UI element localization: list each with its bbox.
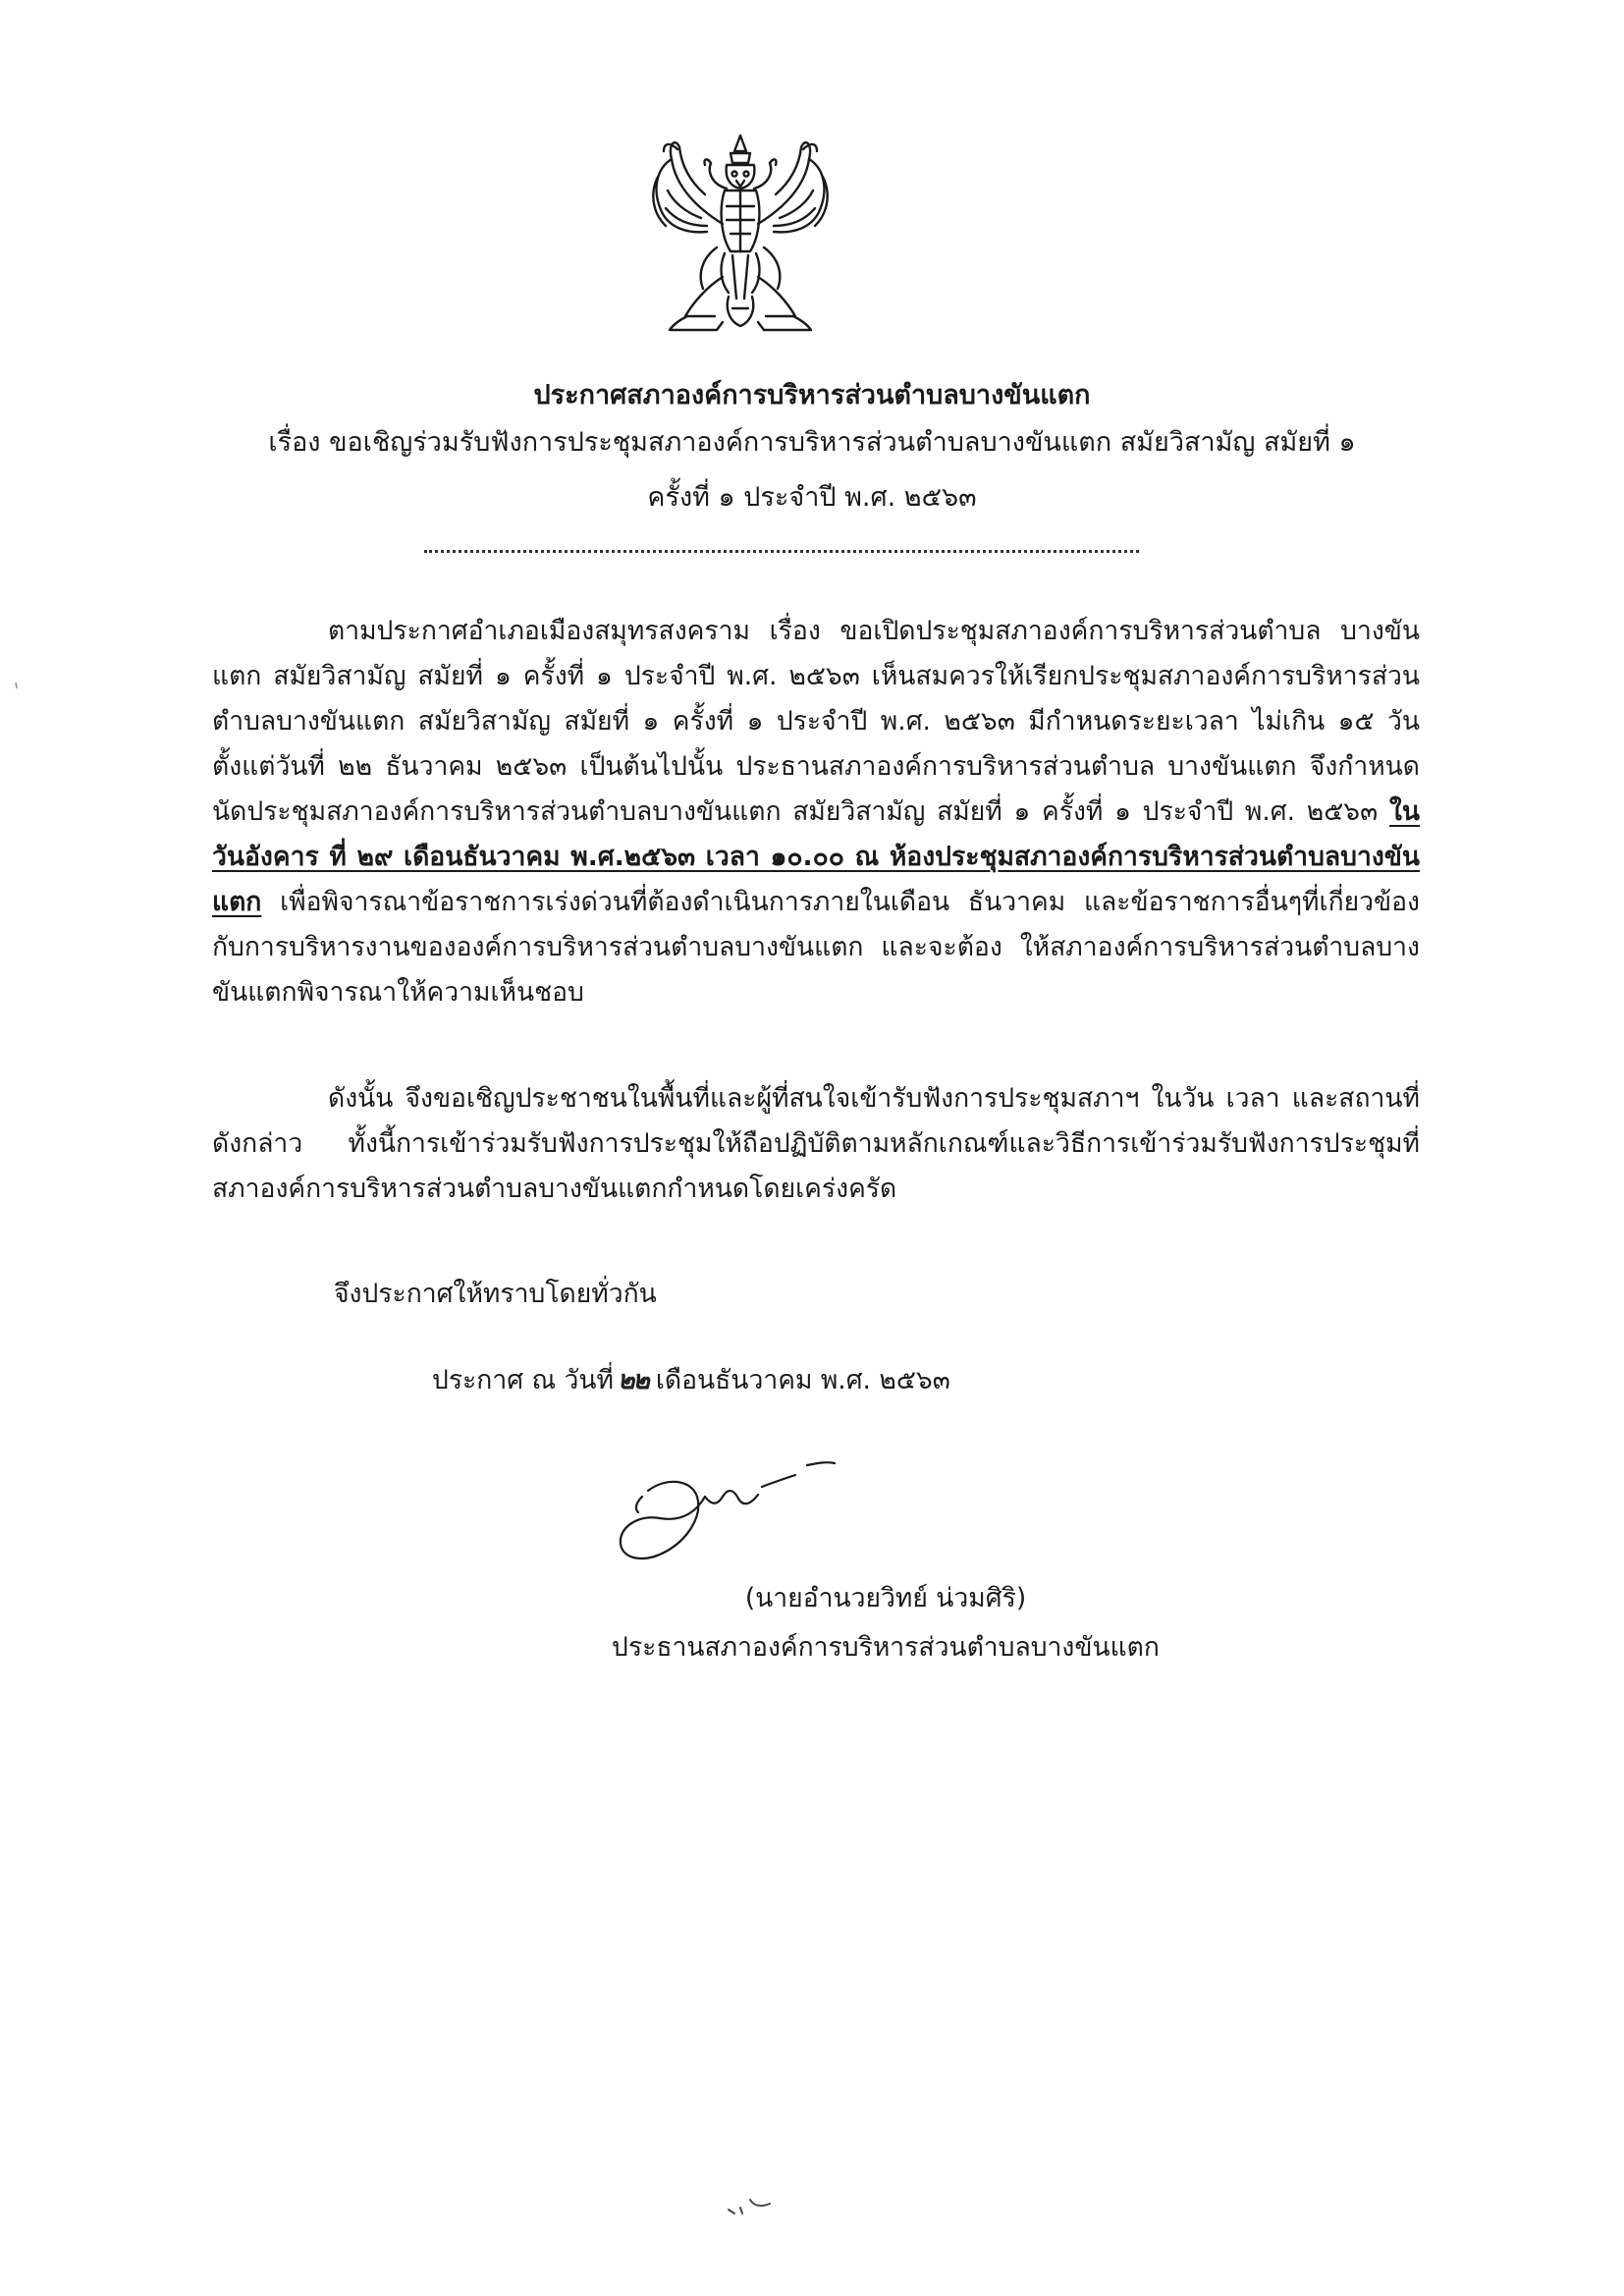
paragraph-1-tail: เพื่อพิจารณาข้อราชการเร่งด่วนที่ต้องดำเนินการภายในเดือน ธันวาคม และข้อราชการอื่นๆที่เกี่ยวข้องกับการบริหารงานขององค์การบริหารส่วนตำบลบางขันแตก และจะต้อง ให้สภาองค์การบริหารส่วนตำบลบางขันแตกพิจารณาให้ความเห็นชอบ bbox=[212, 887, 1420, 1008]
date-prefix: ประกาศ ณ วันที่ bbox=[432, 1365, 614, 1395]
meeting-datetime-location: ในวันอังคาร ที่ ๒๙ เดือนธันวาคม พ.ศ.๒๕๖๓ เวลา ๑๐.๐๐ ณ ห้องประชุมสภาองค์การบริหารส่วนตำบลบางขันแตก bbox=[212, 796, 1420, 917]
announcement-title: ประกาศสภาองค์การบริหารส่วนตำบลบางขันแตก bbox=[533, 380, 1091, 410]
scan-mark bbox=[725, 2188, 774, 2217]
garuda-emblem-icon bbox=[628, 130, 852, 338]
announcement-date-line bbox=[432, 1359, 950, 1400]
signer-name: (นายอำนวยวิทย์ น่วมศิริ) bbox=[744, 1583, 1027, 1613]
signer-position: ประธานสภาองค์การบริหารส่วนตำบลบางขันแตก bbox=[612, 1632, 1160, 1663]
paragraph-2-text: ดังนั้น จึงขอเชิญประชาชนในพื้นที่และผู้ที่สนใจเข้ารับฟังการประชุมสภาฯ ในวัน เวลา และสถานที่ดังกล่าว ทั้งนี้การเข้าร่วมรับฟังการประชุมให้ถือปฏิบัติตามหลักเกณฑ์และวิธีการเข้าร่วมรับฟังการประชุมที่สภาองค์การบริหารส่วนตำบลบางขันแตกกำหนดโดยเคร่งครัด bbox=[212, 1083, 1420, 1204]
dotted-divider bbox=[424, 550, 1139, 553]
body-paragraph-2 bbox=[212, 1076, 1420, 1212]
date-suffix: เดือนธันวาคม พ.ศ. ๒๕๖๓ bbox=[655, 1365, 950, 1395]
subject-line-continued: ครั้งที่ ๑ ประจำปี พ.ศ. ๒๕๖๓ bbox=[647, 482, 977, 513]
scan-speck bbox=[14, 682, 19, 689]
date-day-handwritten: ๒๒ bbox=[617, 1365, 648, 1395]
paragraph-1-lead: ตามประกาศอำเภอเมืองสมุทรสงคราม เรื่อง ขอเปิดประชุมสภาองค์การบริหารส่วนตำบล บางขันแตก สมัยวิสามัญ สมัยที่ ๑ ครั้งที่ ๑ ประจำปี พ.ศ. ๒๕๖๓ เห็นสมควรให้เรียกประชุมสภาองค์การบริหารส่วนตำบลบางขันแตก สมัยวิสามัญ สมัยที่ ๑ ครั้งที่ ๑ ประจำปี พ.ศ. ๒๕๖๓ มีกำหนดระยะเวลา ไม่เกิน ๑๕ วัน ตั้งแต่วันที่ ๒๒ ธันวาคม ๒๕๖๓ เป็นต้นไปนั้น ประธานสภาองค์การบริหารส่วนตำบล บางขันแตก จึงกำหนดนัดประชุมสภาองค์การบริหารส่วนตำบลบางขันแตก สมัยวิสามัญ สมัยที่ ๑ ครั้งที่ ๑ ประจำปี พ.ศ. ๒๕๖๓ bbox=[212, 616, 1420, 827]
handwritten-signature bbox=[615, 1457, 842, 1583]
body-paragraph-1 bbox=[212, 609, 1420, 1015]
closing-statement: จึงประกาศให้ทราบโดยทั่วกัน bbox=[334, 1279, 657, 1309]
subject-line: เรื่อง ขอเชิญร่วมรับฟังการประชุมสภาองค์การบริหารส่วนตำบลบางขันแตก สมัยวิสามัญ สมัยที่ ๑ bbox=[268, 427, 1356, 458]
